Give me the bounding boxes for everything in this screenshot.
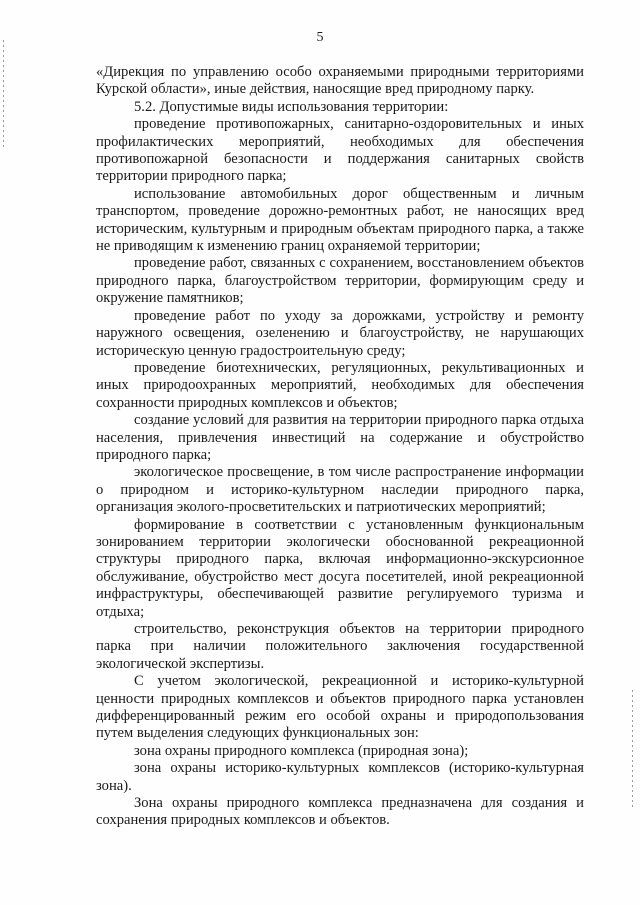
paragraph: проведение противопожарных, санитарно-оздоровительных и иных профилактических мероприятий, необходимых для обеспечения противопожарной безопасности и поддержания санитарных свойств территории природного парка;	[96, 116, 584, 185]
paragraph: проведение работ по уходу за дорожками, устройству и ремонту наружного освещения, озеленению и благоустройству, не нарушающих историческую ценную градостроительную среду;	[96, 307, 584, 359]
right-edge-scan-mark	[632, 690, 633, 810]
document-body	[96, 64, 584, 830]
paragraph: использование автомобильных дорог общественным и личным транспортом, проведение дорожно-ремонтных работ, не наносящих вред историческим, культурным и природным объектам природного парка, а также не приводящим к изменению границ охраняемой территории;	[96, 185, 584, 255]
paragraph: строительство, реконструкция объектов на территории природного парка при наличии положительного заключения государственной экологической экспертизы.	[96, 621, 584, 672]
page-number: 5	[316, 30, 324, 45]
paragraph: формирование в соответствии с установленным функциональным зонированием территории экологически обоснованной рекреационной структуры природного парка, включая информационно-экскурсионное обслуживание, обустройство мест досуга посетителей, иной рекреационной инфраструктуры, обеспечивающей развитие регулируемого туризма и отдыха;	[96, 516, 584, 620]
paragraph: экологическое просвещение, в том числе распространение информации о природном и историко-культурном наследии природного парка, организация эколого-просветительских и патриотических мероприятий;	[96, 464, 584, 516]
paragraph: проведение биотехнических, регуляционных, рекультивационных и иных природоохранных мероприятий, необходимых для обеспечения сохранности природных комплексов и объектов;	[96, 359, 584, 411]
paragraph: С учетом экологической, рекреационной и историко-культурной ценности природных комплексов и объектов природного парка установлен дифференцированный режим его особой охраны и природопользования путем выделения следующих функциональных зон:	[96, 673, 584, 742]
paragraph: проведение работ, связанных с сохранением, восстановлением объектов природного парка, благоустройством территории, формирующим среду и окружение памятников;	[96, 255, 584, 307]
paragraph: «Дирекция по управлению особо охраняемыми природными территориями Курской области», иные действия, наносящие вред природному парку.	[96, 64, 584, 98]
section-heading: 5.2. Допустимые виды использования территории:	[134, 98, 449, 115]
paragraph: зона охраны природного комплекса (природная зона);	[134, 742, 469, 759]
paragraph: Зона охраны природного комплекса предназначена для создания и сохранения природных комплексов и объектов.	[96, 795, 584, 829]
paragraph: создание условий для развития на территории природного парка отдыха населения, привлечения инвестиций на содержание и обустройство природного парка;	[96, 412, 584, 463]
paragraph: зона охраны историко-культурных комплексов (историко-культурная зона).	[96, 760, 584, 794]
left-edge-scan-mark	[3, 40, 4, 150]
